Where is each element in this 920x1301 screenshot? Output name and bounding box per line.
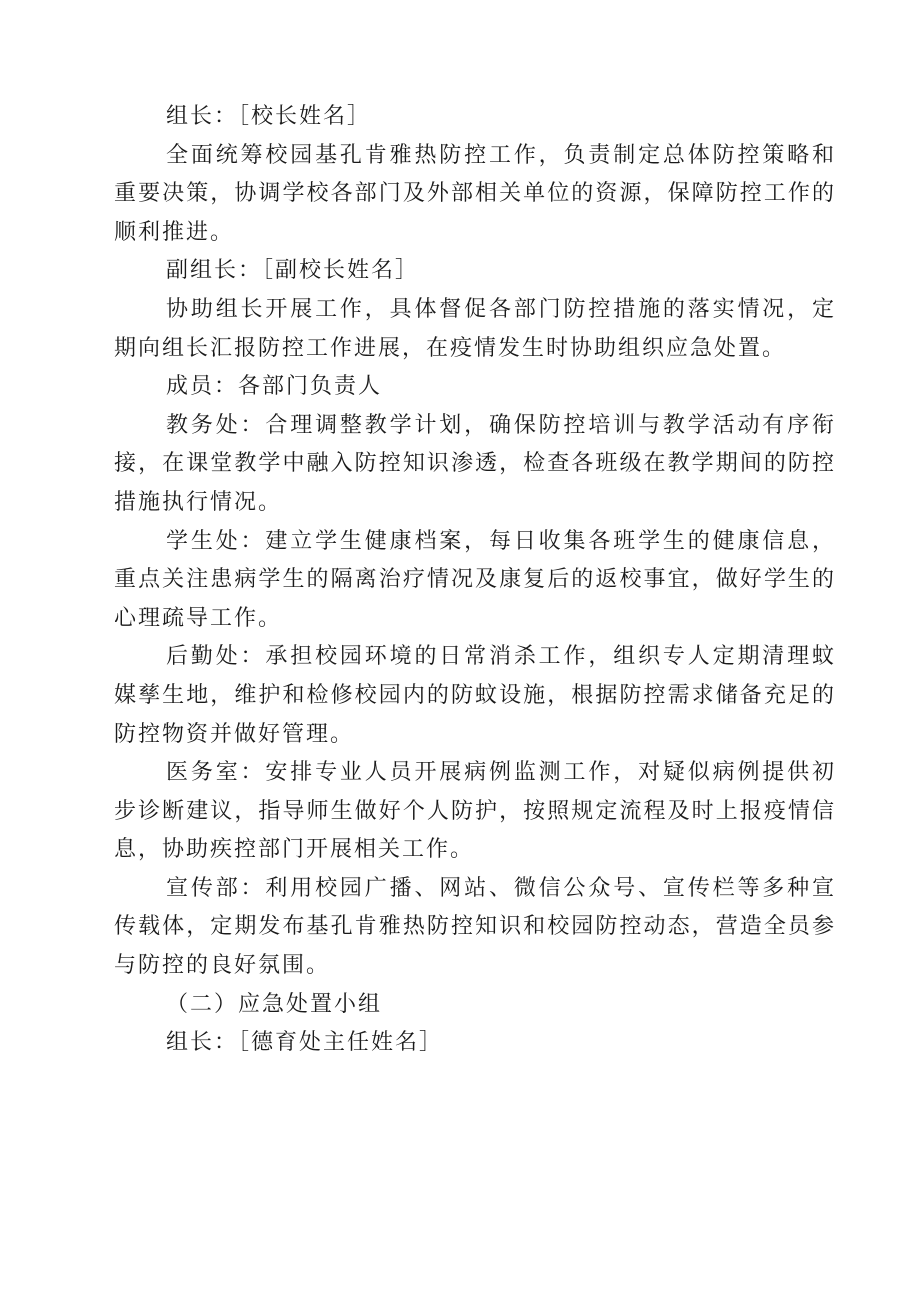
leader-duty-paragraph: 全面统筹校园基孔肯雅热防控工作，负责制定总体防控策略和重要决策，协调学校各部门及外部相关单位的资源，保障防控工作的顺利推进。 [114,142,836,245]
deputy-leader-line: 副组长：［副校长姓名］ [166,258,420,284]
emergency-leader-line: 组长：［德育处主任姓名］ [166,1030,444,1056]
clinic-paragraph: 医务室：安排专业人员开展病例监测工作，对疑似病例提供初步诊断建议，指导师生做好个人防护，按照规定流程及时上报疫情信息，协助疾控部门开展相关工作。 [114,760,836,863]
section-heading: （二）应急处置小组 [166,991,383,1017]
document-body [114,98,836,1063]
members-line: 成员：各部门负责人 [166,374,383,400]
publicity-paragraph: 宣传部：利用校园广播、网站、微信公众号、宣传栏等多种宣传载体，定期发布基孔肯雅热防控知识和校园防控动态，营造全员参与防控的良好氛围。 [114,875,836,979]
logistics-paragraph: 后勤处：承担校园环境的日常消杀工作，组织专人定期清理蚊媒孳生地，维护和检修校园内的防蚊设施，根据防控需求储备充足的防控物资并做好管理。 [114,644,836,747]
deputy-leader-duty-paragraph: 协助组长开展工作，具体督促各部门防控措施的落实情况，定期向组长汇报防控工作进展，在疫情发生时协助组织应急处置。 [114,296,836,361]
academic-affairs-paragraph: 教务处：合理调整教学计划，确保防控培训与教学活动有序衔接，在课堂教学中融入防控知识渗透，检查各班级在教学期间的防控措施执行情况。 [114,412,836,515]
student-affairs-paragraph: 学生处：建立学生健康档案，每日收集各班学生的健康信息，重点关注患病学生的隔离治疗情况及康复后的返校事宜，做好学生的心理疏导工作。 [114,528,836,631]
leader-line: 组长：［校长姓名］ [166,104,372,129]
